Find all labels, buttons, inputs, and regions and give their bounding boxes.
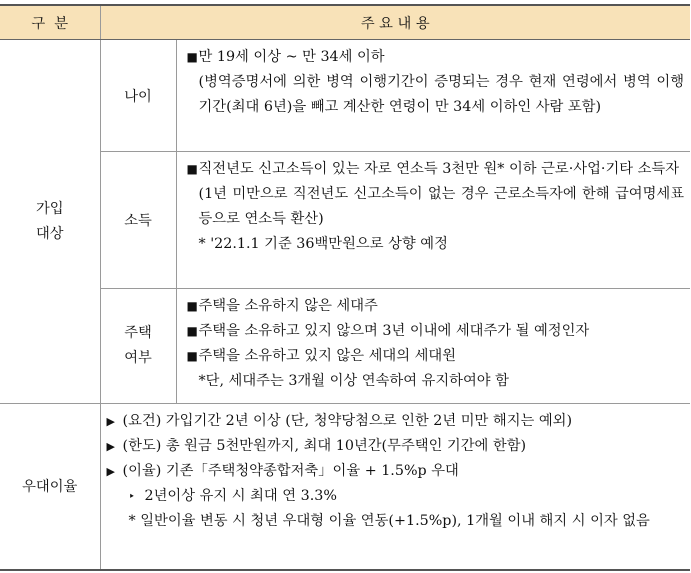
housing-label-cell — [100, 289, 176, 404]
eligibility-label-line2: 대상 — [35, 225, 64, 242]
table-header-row — [0, 5, 690, 40]
benefit-rate-text: (이율) 기존「주택청약종합저축」이율 + 1.5%p 우대 — [122, 463, 459, 479]
triangle-bullet-icon: ▶ — [106, 465, 115, 478]
benefit-max-rate-text: 2년이상 유지 시 최대 연 3.3% — [144, 488, 337, 504]
housing-label-line1: 주택 — [124, 325, 152, 341]
table-row-income — [0, 152, 690, 289]
header-category: 구 분 — [0, 5, 100, 40]
small-triangle-bullet-icon: ‣ — [128, 490, 135, 503]
income-label: 소득 — [100, 152, 176, 289]
eligibility-table — [0, 4, 690, 571]
housing-label-line2: 여부 — [124, 350, 152, 366]
housing-item: 주택을 소유하고 있지 않은 세대의 세대원 — [198, 348, 457, 364]
table-row-housing — [0, 289, 690, 404]
square-bullet-icon: ■ — [186, 324, 198, 338]
housing-item: 주택을 소유하고 있지 않으며 3년 이내에 세대주가 될 예정인자 — [198, 323, 590, 339]
age-content — [176, 40, 690, 152]
header-main-content: 주 요 내 용 — [100, 5, 690, 40]
benefit-limit-text: (한도) 총 원금 5천만원까지, 최대 10년간(무주택인 기간에 한함) — [122, 438, 527, 454]
square-bullet-icon: ■ — [186, 162, 198, 176]
housing-content — [176, 289, 690, 404]
eligibility-label-cell — [0, 40, 100, 404]
income-exception-text: (1년 미만으로 직전년도 신고소득이 없는 경우 근로소득자에 한해 급여명세표 등으로 연소득 환산) — [198, 186, 685, 227]
income-criteria-text: 직전년도 신고소득이 있는 자로 연소득 3천만 원* 이하 근로·사업·기타 소득자 — [198, 161, 680, 177]
income-note-text: * '22.1.1 기준 36백만원으로 상향 예정 — [198, 236, 448, 252]
benefit-requirement-text: (요건) 가입기간 2년 이상 (단, 청약당첨으로 인한 2년 미만 해지는 예외) — [122, 413, 573, 429]
benefit-label: 우대이율 — [0, 404, 100, 570]
income-content — [176, 152, 690, 289]
triangle-bullet-icon: ▶ — [106, 440, 115, 453]
table-row-benefit — [0, 404, 690, 570]
age-exception-text: (병역증명서에 의한 병역 이행기간이 증명되는 경우 현재 연령에서 병역 이행 기간(최대 6년)을 빼고 계산한 연령이 만 34세 이하인 사람 포함) — [198, 74, 685, 115]
age-label: 나이 — [100, 40, 176, 152]
benefit-content — [100, 404, 690, 570]
triangle-bullet-icon: ▶ — [106, 415, 115, 428]
age-range-text: 만 19세 이상 ~ 만 34세 이하 — [198, 49, 385, 65]
benefit-note-text: * 일반이율 변동 시 청년 우대형 이율 연동(+1.5%p), 1개월 이내 해지 시 이자 없음 — [128, 513, 650, 529]
housing-note-text: *단, 세대주는 3개월 이상 연속하여 유지하여야 함 — [198, 373, 509, 389]
square-bullet-icon: ■ — [186, 299, 198, 313]
square-bullet-icon: ■ — [186, 349, 198, 363]
housing-item: 주택을 소유하지 않은 세대주 — [198, 298, 378, 314]
square-bullet-icon: ■ — [186, 50, 198, 64]
table-row-age — [0, 40, 690, 152]
eligibility-label-line1: 가입 — [35, 200, 64, 217]
